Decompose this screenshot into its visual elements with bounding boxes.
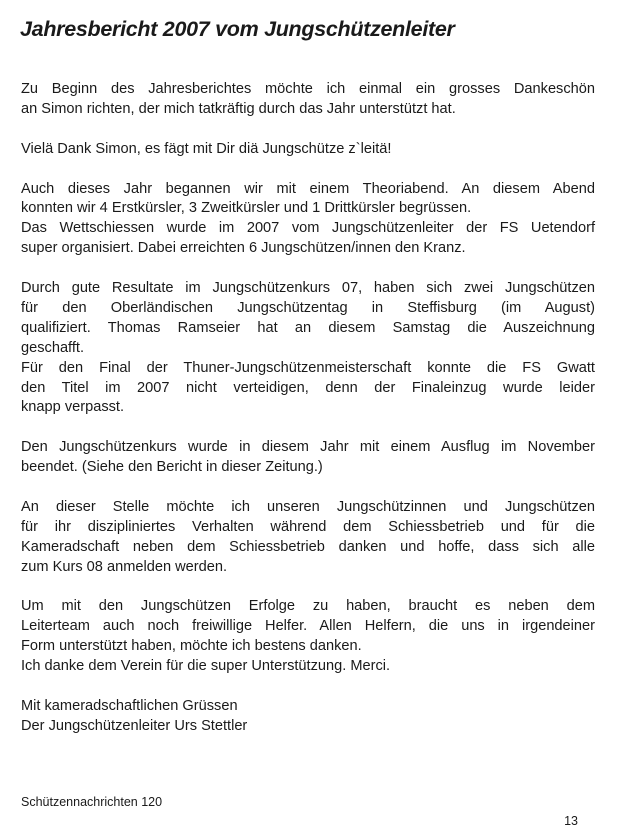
paragraph [21,438,595,478]
text-line: Vielä Dank Simon, es fägt mit Dir diä Jungschütze z`leitä! [21,140,392,157]
paragraph [21,597,595,677]
text-line: Um mit den Jungschützen Erfolge zu haben, braucht es neben dem [21,598,595,615]
text-line: Den Jungschützenkurs wurde in diesem Jahr mit einem Ausflug im November [21,439,595,456]
text-line: zum Kurs 08 anmelden werden. [21,558,228,575]
paragraph [21,180,595,260]
publication-footer: Schützennachrichten 120 [21,795,163,809]
text-line: Der Jungschützenleiter Urs Stettler [21,717,248,734]
paragraph [21,498,595,578]
text-line: Ich danke dem Verein für die super Unterstützung. Merci. [21,658,391,675]
text-line: Zu Beginn des Jahresberichtes möchte ich einmal ein grosses Dankeschön [21,81,595,97]
text-line: An dieser Stelle möchte ich unseren Jungschützinnen und Jungschützen [21,498,595,515]
text-line: Für den Final der Thuner-Jungschützenmeisterschaft konnte die FS Gwatt [21,359,595,376]
text-line: Durch gute Resultate im Jungschützenkurs 07, haben sich zwei Jungschützen [21,280,595,297]
paragraph [21,80,595,120]
page-title: Jahresbericht 2007 vom Jungschützenleiter [20,17,455,41]
text-line: super organisiert. Dabei erreichten 6 Jungschützen/innen den Kranz. [21,240,466,257]
text-line: qualifiziert. Thomas Ramseier hat an diesem Samstag die Auszeichnung [21,319,595,336]
paragraph [21,140,595,160]
text-line: Auch dieses Jahr begannen wir mit einem Theoriabend. An diesem Abend [21,180,595,197]
text-line: Form unterstützt haben, möchte ich bestens danken. [21,638,362,655]
text-line: Mit kameradschaftlichen Grüssen [21,697,238,714]
paragraph [21,279,595,418]
text-line: Kameradschaft neben dem Schiessbetrieb danken und hoffe, dass sich alle [21,538,595,555]
signature-block [21,697,595,737]
text-line: Leiterteam auch noch freiwillige Helfer. Allen Helfern, die uns in irgendeiner [21,618,595,635]
page-number: 13 [564,814,578,828]
report-body [21,80,595,757]
text-line: den Titel im 2007 nicht verteidigen, denn der Finaleinzug wurde leider [21,379,595,396]
text-line: geschafft. [21,339,85,356]
text-line: Das Wettschiessen wurde im 2007 vom Jungschützenleiter der FS Uetendorf [21,220,595,237]
text-line: für ihr diszipliniertes Verhalten während dem Schiessbetrieb und für die [21,518,595,535]
text-line: knapp verpasst. [21,399,125,416]
text-line: beendet. (Siehe den Bericht in dieser Zeitung.) [21,459,323,476]
text-line: konnten wir 4 Erstkürsler, 3 Zweitkürsler und 1 Drittkürsler begrüssen. [21,200,472,217]
text-line: an Simon richten, der mich tatkräftig durch das Jahr unterstützt hat. [21,100,456,117]
text-line: für den Oberländischen Jungschützentag in Steffisburg (im August) [21,299,595,316]
